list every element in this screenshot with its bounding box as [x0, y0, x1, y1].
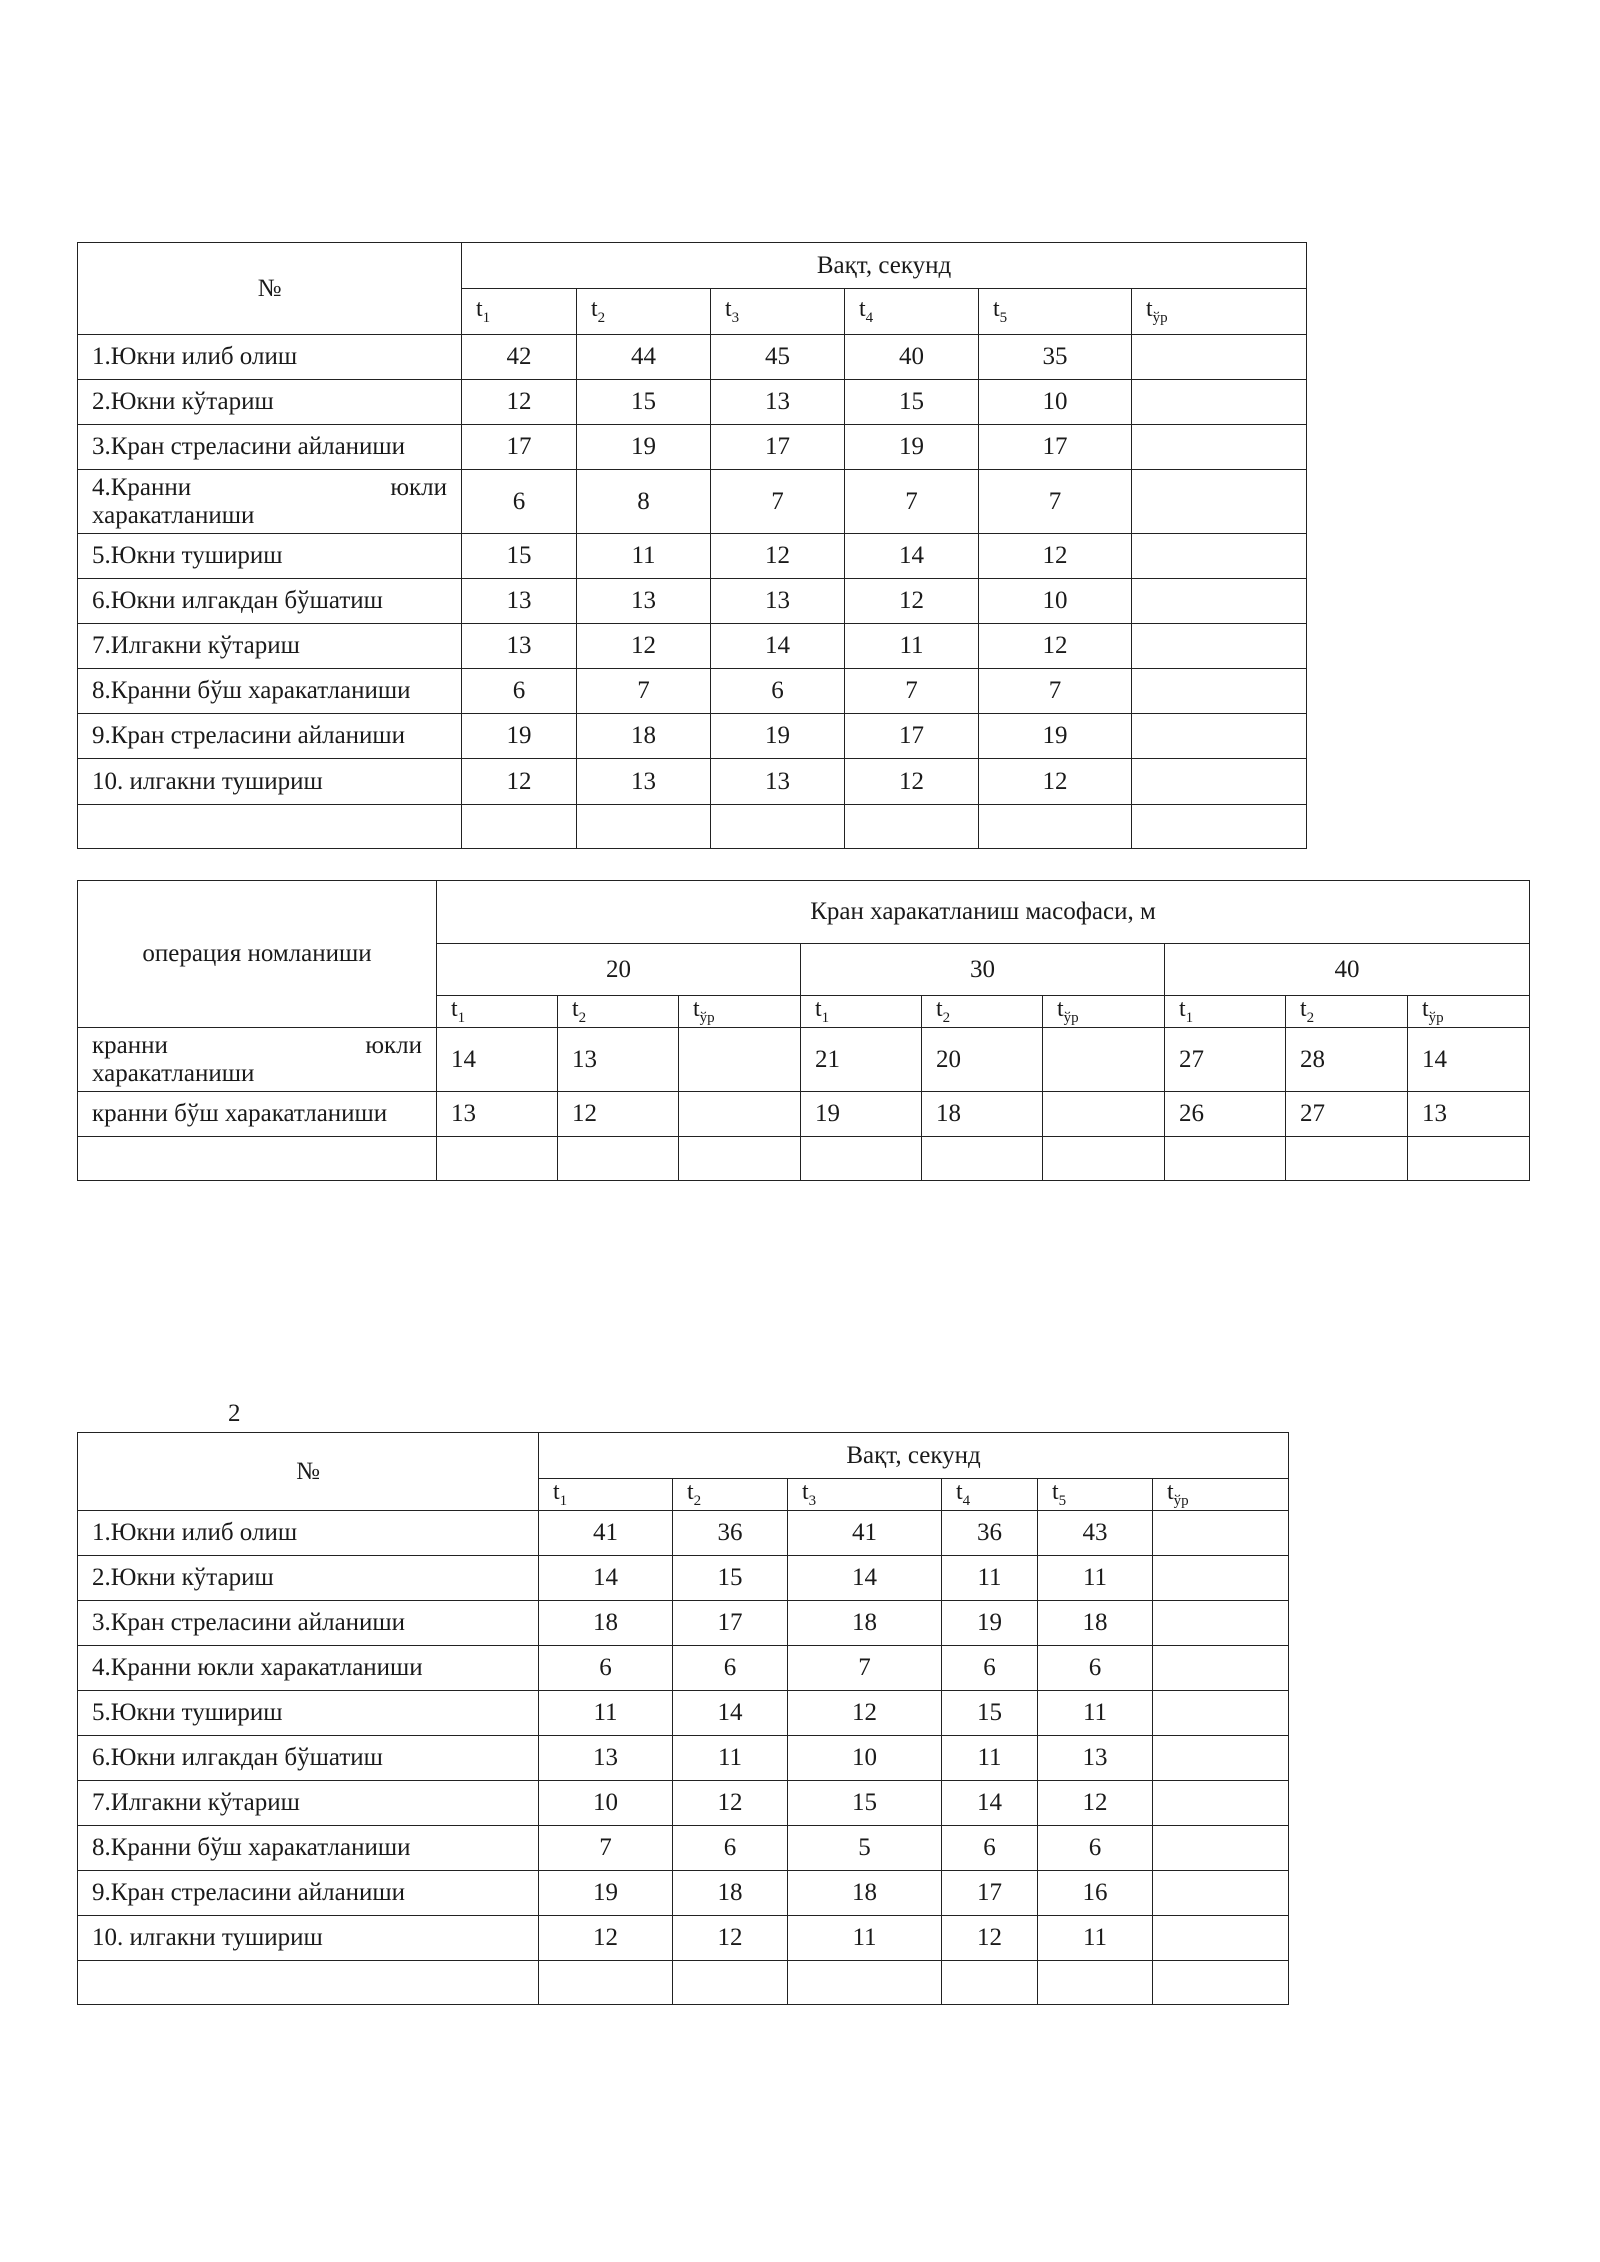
row-label: 1.Юкни илиб олиш — [78, 1511, 539, 1556]
cell-value: 15 — [845, 380, 979, 425]
cell-value: 10 — [979, 380, 1132, 425]
operation-name-header: операция номланиши — [78, 881, 437, 1028]
cell-value: 14 — [1408, 1028, 1530, 1092]
table-row — [78, 1916, 1289, 1961]
cell-value: 6 — [539, 1646, 673, 1691]
col-header-t-avg: $t_{ўр}$ — [1132, 289, 1307, 335]
table-row — [78, 1092, 1530, 1137]
cell-value: 10 — [979, 579, 1132, 624]
cell-value: 12 — [979, 759, 1132, 805]
col-header-t1: $t_1$ — [801, 996, 922, 1028]
table-row — [78, 669, 1307, 714]
time-seconds-header: Вақт, секунд — [462, 243, 1307, 289]
cell-value: 7 — [845, 669, 979, 714]
empty-row — [78, 805, 1307, 849]
cell-value: 11 — [539, 1691, 673, 1736]
cell-value: 13 — [1408, 1092, 1530, 1137]
cell-value: 6 — [942, 1826, 1038, 1871]
col-header-t1: $t_1$ — [462, 289, 577, 335]
cell-value — [1153, 1781, 1289, 1826]
table-row — [78, 425, 1307, 470]
cell-value: 13 — [577, 759, 711, 805]
cell-value: 11 — [1038, 1691, 1153, 1736]
cell-value: 42 — [462, 335, 577, 380]
cell-value: 7 — [788, 1646, 942, 1691]
col-header-t4: $t_4$ — [942, 1479, 1038, 1511]
cell-value: 11 — [845, 624, 979, 669]
table-row — [78, 714, 1307, 759]
cell-value: 11 — [1038, 1916, 1153, 1961]
cell-value: 11 — [577, 534, 711, 579]
cell-value: 11 — [673, 1736, 788, 1781]
cell-value: 12 — [673, 1781, 788, 1826]
cell-value: 6 — [673, 1646, 788, 1691]
page-number: 2 — [228, 1400, 241, 1427]
cell-value: 36 — [673, 1511, 788, 1556]
cell-value: 19 — [845, 425, 979, 470]
cell-value: 20 — [922, 1028, 1043, 1092]
table-row — [78, 1556, 1289, 1601]
cell-value: 6 — [942, 1646, 1038, 1691]
cell-value: 12 — [673, 1916, 788, 1961]
cell-value — [1153, 1916, 1289, 1961]
cell-value: 14 — [788, 1556, 942, 1601]
col-header-t3: $t_3$ — [788, 1479, 942, 1511]
table-row — [78, 1511, 1289, 1556]
cell-value: 7 — [711, 470, 845, 534]
time-table-2 — [77, 1432, 1289, 2005]
table-row — [78, 1781, 1289, 1826]
cell-value: 15 — [577, 380, 711, 425]
row-label: кранни юкли харакатланиши — [78, 1028, 437, 1092]
col-header-t5: $t_5$ — [1038, 1479, 1153, 1511]
cell-value: 40 — [845, 335, 979, 380]
cell-value: 12 — [558, 1092, 679, 1137]
cell-value: 7 — [539, 1826, 673, 1871]
cell-value — [1132, 380, 1307, 425]
time-seconds-header: Вақт, секунд — [539, 1433, 1289, 1479]
cell-value: 6 — [673, 1826, 788, 1871]
cell-value: 18 — [788, 1871, 942, 1916]
col-header-t2: $t_2$ — [673, 1479, 788, 1511]
table-row — [78, 1646, 1289, 1691]
row-label: 9.Кран стреласини айланиши — [78, 714, 462, 759]
cell-value: 13 — [1038, 1736, 1153, 1781]
table-row — [78, 1736, 1289, 1781]
empty-row — [78, 1137, 1530, 1181]
row-label: 3.Кран стреласини айланиши — [78, 425, 462, 470]
cell-value: 13 — [539, 1736, 673, 1781]
cell-value: 12 — [942, 1916, 1038, 1961]
cell-value — [1153, 1511, 1289, 1556]
cell-value: 19 — [942, 1601, 1038, 1646]
cell-value: 12 — [845, 759, 979, 805]
row-label: 4.Кранни юкли харакатланиши — [78, 470, 462, 534]
cell-value: 17 — [979, 425, 1132, 470]
cell-value: 7 — [979, 669, 1132, 714]
row-label: 3.Кран стреласини айланиши — [78, 1601, 539, 1646]
cell-value — [1153, 1691, 1289, 1736]
row-label: 10. илгакни тушириш — [78, 1916, 539, 1961]
row-label: 5.Юкни тушириш — [78, 534, 462, 579]
cell-value: 18 — [577, 714, 711, 759]
row-label: кранни бўш харакатланиши — [78, 1092, 437, 1137]
col-header-t-avg: $t_{ўр}$ — [679, 996, 801, 1028]
cell-value: 12 — [1038, 1781, 1153, 1826]
cell-value: 16 — [1038, 1871, 1153, 1916]
cell-value: 18 — [673, 1871, 788, 1916]
cell-value: 7 — [577, 669, 711, 714]
cell-value: 15 — [462, 534, 577, 579]
cell-value: 14 — [673, 1691, 788, 1736]
cell-value — [1132, 534, 1307, 579]
cell-value: 35 — [979, 335, 1132, 380]
cell-value: 5 — [788, 1826, 942, 1871]
col-header-t2: $t_2$ — [922, 996, 1043, 1028]
cell-value: 27 — [1165, 1028, 1286, 1092]
distance-20: 20 — [437, 944, 801, 996]
cell-value: 13 — [711, 759, 845, 805]
col-header-t1: $t_1$ — [1165, 996, 1286, 1028]
cell-value: 13 — [462, 579, 577, 624]
cell-value — [679, 1092, 801, 1137]
cell-value: 18 — [922, 1092, 1043, 1137]
time-table-1 — [77, 242, 1307, 849]
table-row — [78, 335, 1307, 380]
cell-value: 13 — [711, 380, 845, 425]
cell-value: 13 — [437, 1092, 558, 1137]
table-row — [78, 579, 1307, 624]
col-header-t1: $t_1$ — [539, 1479, 673, 1511]
number-header: № — [78, 243, 462, 335]
row-label: 2.Юкни кўтариш — [78, 1556, 539, 1601]
distance-40: 40 — [1165, 944, 1530, 996]
row-label: 7.Илгакни кўтариш — [78, 624, 462, 669]
col-header-t-avg: $t_{ўр}$ — [1153, 1479, 1289, 1511]
cell-value: 17 — [845, 714, 979, 759]
cell-value: 12 — [711, 534, 845, 579]
table-row — [78, 534, 1307, 579]
row-label: 2.Юкни кўтариш — [78, 380, 462, 425]
row-label: 10. илгакни тушириш — [78, 759, 462, 805]
cell-value: 44 — [577, 335, 711, 380]
cell-value: 19 — [577, 425, 711, 470]
cell-value: 11 — [942, 1736, 1038, 1781]
cell-value: 10 — [539, 1781, 673, 1826]
cell-value: 14 — [845, 534, 979, 579]
cell-value: 14 — [539, 1556, 673, 1601]
col-header-t2: $t_2$ — [558, 996, 679, 1028]
cell-value: 19 — [979, 714, 1132, 759]
cell-value: 6 — [462, 669, 577, 714]
cell-value: 19 — [711, 714, 845, 759]
cell-value: 11 — [1038, 1556, 1153, 1601]
col-header-t2: $t_2$ — [577, 289, 711, 335]
cell-value: 21 — [801, 1028, 922, 1092]
cell-value — [1132, 669, 1307, 714]
table-row — [78, 1826, 1289, 1871]
cell-value: 12 — [845, 579, 979, 624]
cell-value: 18 — [539, 1601, 673, 1646]
cell-value — [1043, 1092, 1165, 1137]
col-header-t3: $t_3$ — [711, 289, 845, 335]
distance-table — [77, 880, 1530, 1181]
cell-value: 12 — [788, 1691, 942, 1736]
row-label: 8.Кранни бўш харакатланиши — [78, 1826, 539, 1871]
col-header-t-avg: $t_{ўр}$ — [1408, 996, 1530, 1028]
cell-value — [1153, 1646, 1289, 1691]
distance-30: 30 — [801, 944, 1165, 996]
cell-value — [1043, 1028, 1165, 1092]
cell-value: 14 — [942, 1781, 1038, 1826]
cell-value: 7 — [979, 470, 1132, 534]
cell-value: 8 — [577, 470, 711, 534]
cell-value: 6 — [1038, 1646, 1153, 1691]
cell-value: 13 — [577, 579, 711, 624]
table-row — [78, 1691, 1289, 1736]
cell-value: 36 — [942, 1511, 1038, 1556]
row-label: 6.Юкни илгакдан бўшатиш — [78, 1736, 539, 1781]
cell-value: 6 — [711, 669, 845, 714]
row-label: 9.Кран стреласини айланиши — [78, 1871, 539, 1916]
col-header-t2: $t_2$ — [1286, 996, 1408, 1028]
row-label: 7.Илгакни кўтариш — [78, 1781, 539, 1826]
table-row — [78, 470, 1307, 534]
cell-value — [1132, 579, 1307, 624]
cell-value: 6 — [462, 470, 577, 534]
cell-value: 19 — [539, 1871, 673, 1916]
cell-value: 6 — [1038, 1826, 1153, 1871]
table-row — [78, 624, 1307, 669]
cell-value — [1153, 1601, 1289, 1646]
col-header-t5: $t_5$ — [979, 289, 1132, 335]
cell-value: 11 — [788, 1916, 942, 1961]
cell-value: 17 — [711, 425, 845, 470]
cell-value: 17 — [673, 1601, 788, 1646]
cell-value: 12 — [979, 534, 1132, 579]
cell-value: 10 — [788, 1736, 942, 1781]
cell-value: 15 — [673, 1556, 788, 1601]
distance-header: Кран харакатланиш масофаси, м — [437, 881, 1530, 944]
cell-value: 15 — [942, 1691, 1038, 1736]
cell-value: 14 — [437, 1028, 558, 1092]
cell-value — [1132, 470, 1307, 534]
col-header-t4: $t_4$ — [845, 289, 979, 335]
cell-value: 12 — [462, 380, 577, 425]
cell-value: 12 — [577, 624, 711, 669]
cell-value: 43 — [1038, 1511, 1153, 1556]
row-label: 4.Кранни юкли харакатланиши — [78, 1646, 539, 1691]
number-header: № — [78, 1433, 539, 1511]
table-row — [78, 1028, 1530, 1092]
table-row — [78, 1601, 1289, 1646]
cell-value — [1153, 1736, 1289, 1781]
cell-value: 15 — [788, 1781, 942, 1826]
cell-value: 18 — [1038, 1601, 1153, 1646]
cell-value — [1132, 425, 1307, 470]
table-row — [78, 1871, 1289, 1916]
cell-value: 12 — [979, 624, 1132, 669]
empty-row — [78, 1961, 1289, 2005]
cell-value: 18 — [788, 1601, 942, 1646]
cell-value: 45 — [711, 335, 845, 380]
cell-value — [1153, 1871, 1289, 1916]
row-label: 6.Юкни илгакдан бўшатиш — [78, 579, 462, 624]
cell-value: 41 — [539, 1511, 673, 1556]
cell-value: 11 — [942, 1556, 1038, 1601]
cell-value — [1153, 1826, 1289, 1871]
table-row — [78, 759, 1307, 805]
cell-value: 13 — [558, 1028, 679, 1092]
table-row — [78, 380, 1307, 425]
col-header-t-avg: $t_{ўр}$ — [1043, 996, 1165, 1028]
cell-value: 19 — [801, 1092, 922, 1137]
cell-value — [1132, 624, 1307, 669]
cell-value: 26 — [1165, 1092, 1286, 1137]
cell-value — [1153, 1556, 1289, 1601]
row-label: 1.Юкни илиб олиш — [78, 335, 462, 380]
cell-value: 28 — [1286, 1028, 1408, 1092]
cell-value: 17 — [462, 425, 577, 470]
row-label: 5.Юкни тушириш — [78, 1691, 539, 1736]
cell-value: 12 — [462, 759, 577, 805]
cell-value: 13 — [462, 624, 577, 669]
cell-value — [1132, 335, 1307, 380]
cell-value: 13 — [711, 579, 845, 624]
cell-value — [679, 1028, 801, 1092]
cell-value — [1132, 714, 1307, 759]
cell-value: 19 — [462, 714, 577, 759]
cell-value: 14 — [711, 624, 845, 669]
col-header-t1: $t_1$ — [437, 996, 558, 1028]
cell-value: 41 — [788, 1511, 942, 1556]
cell-value: 7 — [845, 470, 979, 534]
row-label: 8.Кранни бўш харакатланиши — [78, 669, 462, 714]
cell-value — [1132, 759, 1307, 805]
cell-value: 17 — [942, 1871, 1038, 1916]
cell-value: 27 — [1286, 1092, 1408, 1137]
cell-value: 12 — [539, 1916, 673, 1961]
